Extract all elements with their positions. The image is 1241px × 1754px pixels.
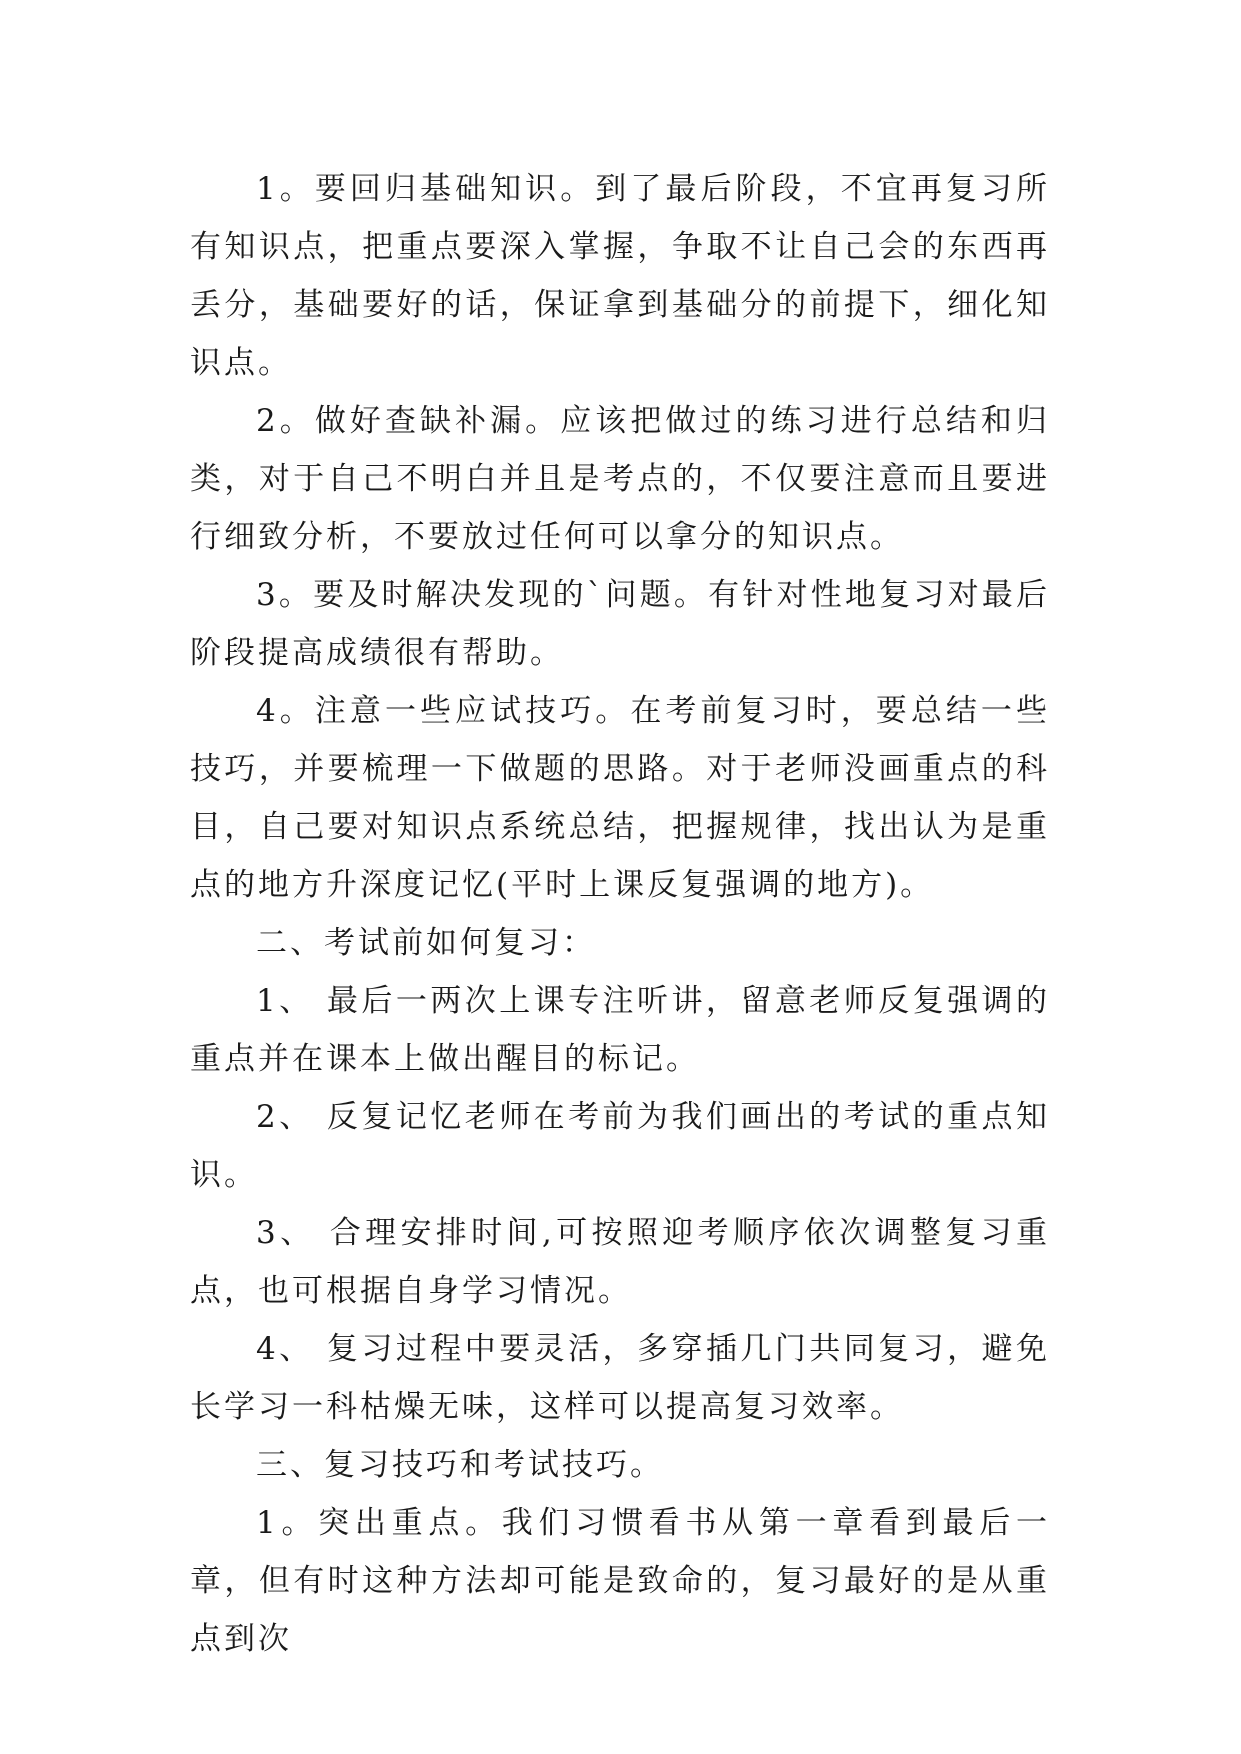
paragraph-arrange-time: 3、 合理安排时间,可按照迎考顺序依次调整复习重点，也可根据自身学习情况。 bbox=[190, 1215, 1050, 1309]
paragraph-be-flexible: 4、 复习过程中要灵活，多穿插几门共同复习，避免长学习一科枯燥无味，这样可以提高复习效率。 bbox=[190, 1331, 1050, 1425]
paragraph-exam-skills: 4。注意一些应试技巧。在考前复习时，要总结一些技巧，并要梳理一下做题的思路。对于老师没画重点的科目，自己要对知识点系统总结，把握规律，找出认为是重点的地方升深度记忆(平时上课反复强调的地方)。 bbox=[190, 693, 1050, 903]
paragraph-review-basics: 1。要回归基础知识。到了最后阶段，不宜再复习所有知识点，把重点要深入掌握，争取不让自己会的东西再丢分，基础要好的话，保证拿到基础分的前提下，细化知识点。 bbox=[190, 171, 1050, 381]
paragraph-highlight-key-points: 1。突出重点。我们习惯看书从第一章看到最后一章，但有时这种方法却可能是致命的，复习最好的是从重点到次 bbox=[190, 1505, 1050, 1657]
section-heading-review-techniques: 三、复习技巧和考试技巧。 bbox=[256, 1447, 664, 1483]
document-body bbox=[190, 160, 1050, 1668]
paragraph-fill-gaps: 2。做好查缺补漏。应该把做过的练习进行总结和归类，对于自己不明白并且是考点的，不仅要注意而且要进行细致分析，不要放过任何可以拿分的知识点。 bbox=[190, 403, 1050, 555]
paragraph-memorize-key-points: 2、 反复记忆老师在考前为我们画出的考试的重点知识。 bbox=[190, 1099, 1050, 1193]
section-heading-how-to-review: 二、考试前如何复习： bbox=[256, 925, 596, 961]
paragraph-attend-class: 1、 最后一两次上课专注听讲，留意老师反复强调的重点并在课本上做出醒目的标记。 bbox=[190, 983, 1050, 1077]
paragraph-solve-problems: 3。要及时解决发现的`问题。有针对性地复习对最后阶段提高成绩很有帮助。 bbox=[190, 577, 1050, 671]
